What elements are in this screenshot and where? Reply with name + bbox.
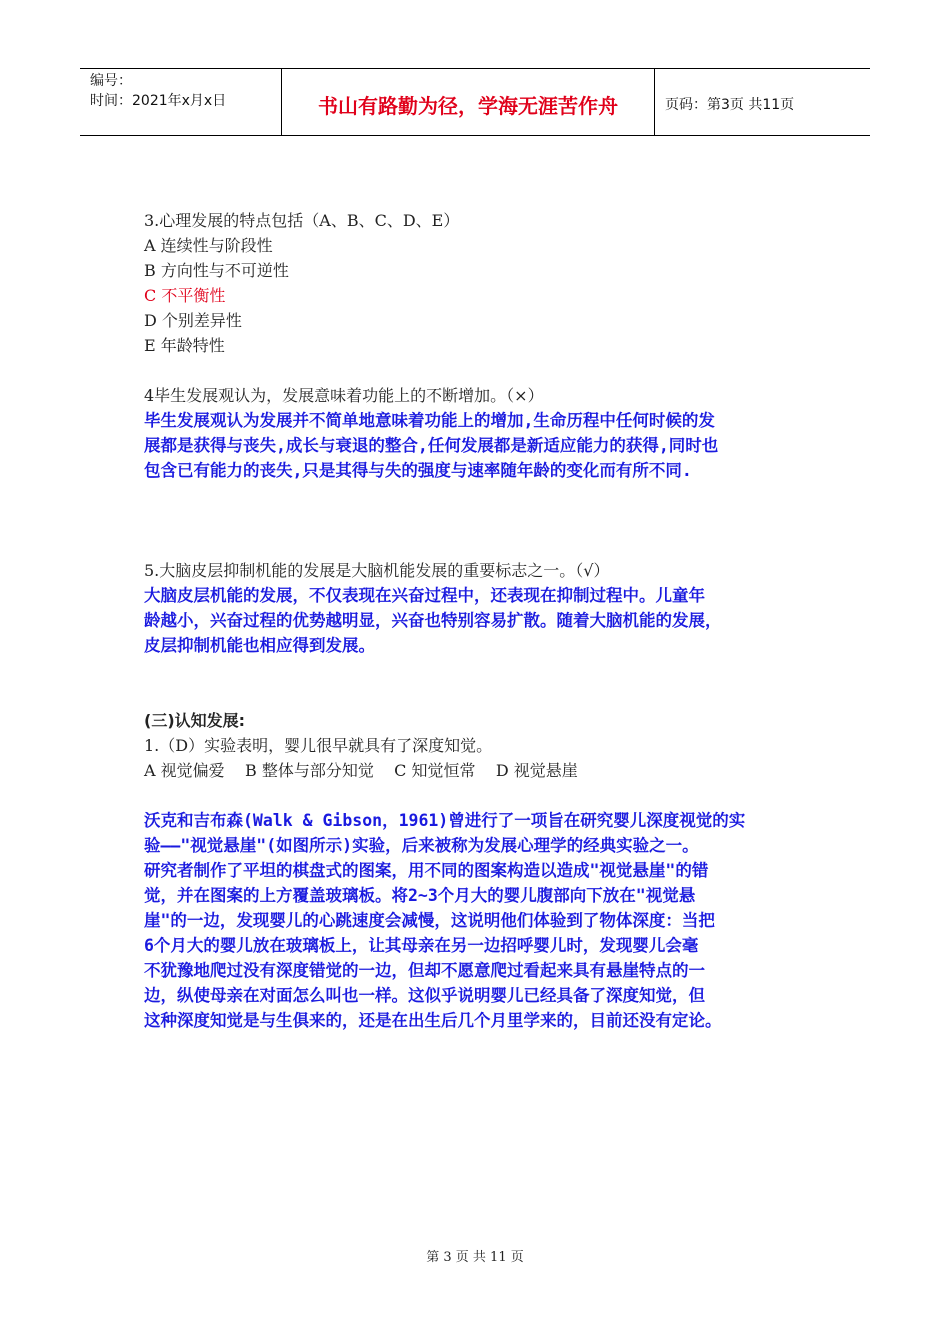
q3-option-e: E 年龄特性 — [144, 336, 225, 355]
q5-question: 5.大脑皮层抑制机能的发展是大脑机能发展的重要标志之一。（√） — [144, 561, 610, 580]
q5-explanation-line: 龄越小，兴奋过程的优势越明显，兴奋也特别容易扩散。随着大脑机能的发展， — [144, 611, 722, 630]
q4-explanation-line: 包含已有能力的丧失,只是其得与失的强度与速率随年龄的变化而有所不同. — [144, 461, 692, 480]
header-motto: 书山有路勤为径，学海无涯苦作舟 — [281, 69, 655, 135]
page-header — [80, 68, 870, 136]
s3-explanation-line: 沃克和吉布森(Walk & Gibson，1961)曾进行了一项旨在研究婴儿深度视觉的实 — [144, 811, 746, 830]
q4-explanation-line: 展都是获得与丧失,成长与衰退的整合,任何发展都是新适应能力的获得,同时也 — [144, 436, 719, 455]
q4-question: 4毕生发展观认为，发展意味着功能上的不断增加。（×） — [144, 386, 544, 405]
s3-explanation-line: 觉，并在图案的上方覆盖玻璃板。将2~3个月大的婴儿腹部向下放在"视觉悬 — [144, 886, 696, 905]
section-heading: (三)认知发展: — [144, 711, 246, 730]
q3-option-d: D 个别差异性 — [144, 311, 242, 330]
q4-explanation-line: 毕生发展观认为发展并不简单地意味着功能上的增加,生命历程中任何时候的发 — [144, 411, 715, 430]
s3-explanation-line: 验——"视觉悬崖"(如图所示)实验，后来被称为发展心理学的经典实验之一。 — [144, 836, 699, 855]
number-label: 编号： — [90, 73, 132, 89]
q3-option-c: C 不平衡性 — [144, 286, 226, 305]
s3-explanation-line: 崖"的一边，发现婴儿的心跳速度会减慢，这说明他们体验到了物体深度：当把 — [144, 911, 715, 930]
time-label: 时间：2021年x月x日 — [90, 93, 227, 109]
q3-question: 3.心理发展的特点包括（A、B、C、D、E） — [144, 211, 460, 230]
s3-options: A 视觉偏爱 B 整体与部分知觉 C 知觉恒常 D 视觉悬崖 — [144, 761, 578, 780]
s3-explanation-line: 边，纵使母亲在对面怎么叫也一样。这似乎说明婴儿已经具备了深度知觉，但 — [144, 986, 705, 1005]
document-body — [144, 208, 824, 1033]
page-footer: 第 3 页 共 11 页 — [426, 1250, 524, 1265]
s3-explanation-line: 不犹豫地爬过没有深度错觉的一边，但却不愿意爬过看起来具有悬崖特点的一 — [144, 961, 705, 980]
q5-explanation-line: 大脑皮层机能的发展，不仅表现在兴奋过程中，还表现在抑制过程中。儿童年 — [144, 586, 705, 605]
header-left-cell — [80, 69, 281, 135]
s3-explanation-line: 6个月大的婴儿放在玻璃板上，让其母亲在另一边招呼婴儿时，发现婴儿会毫 — [144, 936, 699, 955]
q5-explanation-line: 皮层抑制机能也相应得到发展。 — [144, 636, 375, 655]
header-page-info: 页码：第3页 共11页 — [665, 97, 795, 113]
s3-question: 1.（D）实验表明，婴儿很早就具有了深度知觉。 — [144, 736, 493, 755]
s3-explanation-line: 研究者制作了平坦的棋盘式的图案，用不同的图案构造以造成"视觉悬崖"的错 — [144, 861, 709, 880]
q3-option-b: B 方向性与不可逆性 — [144, 261, 289, 280]
q3-option-a: A 连续性与阶段性 — [144, 236, 273, 255]
s3-explanation-line: 这种深度知觉是与生俱来的，还是在出生后几个月里学来的，目前还没有定论。 — [144, 1011, 722, 1030]
